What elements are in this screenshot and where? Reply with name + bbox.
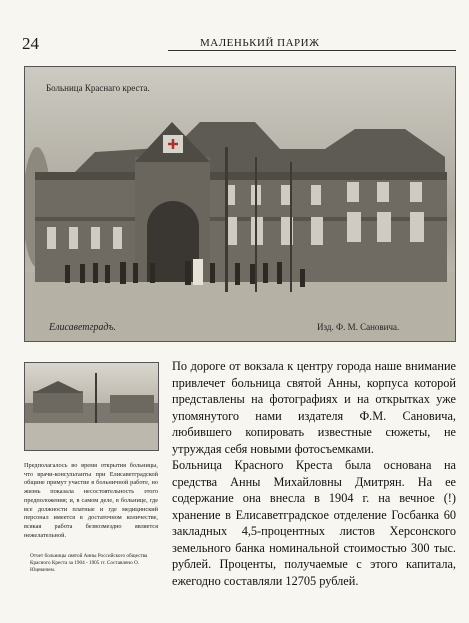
- photo-city-label: Елисаветградъ.: [49, 322, 117, 333]
- side-source-credit: Отчет больницы святой Анны Российского общества Красного Креста за 1904 - 1905 гг. Составлено О. Юцевичем.: [30, 553, 148, 573]
- body-paragraph-1: По дороге от вокзала к центру города наше внимание привлечет больница святой Анны, корпуса которой представлены на фотографиях и на открытках уже упомянутого нами издателя Ф.М. Сановича, любившего копировать известные сюжеты, не утруждая себя новыми фотосъемками.: [172, 359, 456, 456]
- body-paragraph-2: Больница Красного Креста была основана на средства Анны Михайловны Дмитрян. На ее содержание она внесла в 1904 г. на вечное (!) хранение в Елисаветградское отделение Госбанка 60 закладных 4,5-процентных листов Херсонского земельного банка номинальной стоимостью 300 тыс. рублей. Проценты, получаемые с этого капитала, ежегодно составляли 12705 рублей.: [172, 458, 456, 588]
- running-header: МАЛЕНЬКИЙ ПАРИЖ: [200, 37, 320, 49]
- hospital-grounds-illustration: [25, 363, 158, 450]
- side-caption-text: Предполагалось во время открытия больницы, что врачи-консультанты при Елисаветградской общине примут участие в больничной работе, но жизнь показала несостоятельность этого предположения; и, в самом деле, в больнице, где все должности платные и где медицинский персонал имеется в достаточном количестве, всякая работа безвозмездно является нежелательной.: [24, 462, 158, 539]
- photo-caption: Больница Краснаго креста.: [46, 83, 150, 93]
- hospital-building-illustration: [25, 67, 455, 341]
- body-text: [172, 358, 456, 589]
- page-number: 24: [22, 34, 39, 53]
- photo-publisher-label: Изд. Ф. М. Сановича.: [317, 322, 400, 332]
- header-rule: [168, 50, 456, 51]
- side-photo: [24, 362, 159, 451]
- main-photo: [24, 66, 456, 342]
